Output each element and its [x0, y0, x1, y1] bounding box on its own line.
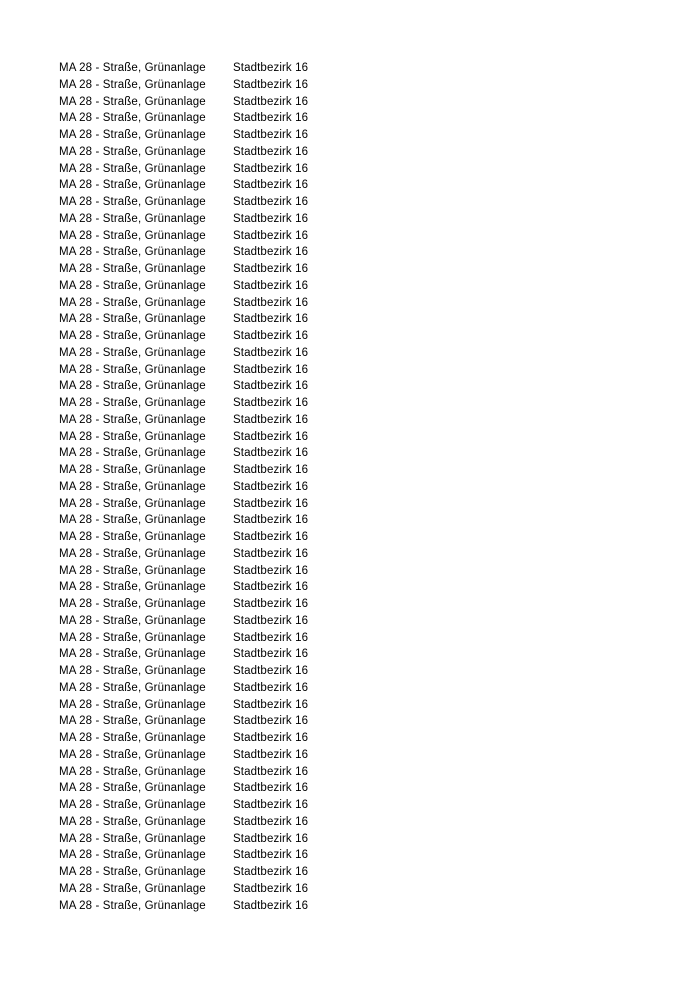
row-district: Stadtbezirk 16 [233, 212, 309, 225]
row-district: Stadtbezirk 16 [233, 363, 309, 376]
row-district: Stadtbezirk 16 [233, 129, 309, 141]
table-row [59, 797, 700, 814]
row-department: MA 28 - Straße, Grünanlage [59, 815, 206, 828]
row-department: MA 28 - Straße, Grünanlage [59, 782, 206, 795]
row-district: Stadtbezirk 16 [233, 547, 309, 560]
row-district: Stadtbezirk 16 [233, 112, 309, 125]
row-district: Stadtbezirk 16 [233, 866, 309, 878]
table-row [59, 94, 700, 111]
row-department: MA 28 - Straße, Grünanlage [59, 631, 206, 644]
row-department: MA 28 - Straße, Grünanlage [59, 162, 206, 175]
row-district: Stadtbezirk 16 [233, 296, 309, 309]
row-district: Stadtbezirk 16 [233, 162, 309, 175]
row-district: Stadtbezirk 16 [233, 782, 309, 795]
table-row [59, 713, 700, 730]
row-district: Stadtbezirk 16 [233, 631, 309, 644]
row-department: MA 28 - Straße, Grünanlage [59, 279, 206, 292]
row-department: MA 28 - Straße, Grünanlage [59, 681, 206, 694]
row-district: Stadtbezirk 16 [233, 279, 309, 292]
row-department: MA 28 - Straße, Grünanlage [59, 212, 206, 225]
row-department: MA 28 - Straße, Grünanlage [59, 732, 206, 744]
table-row [59, 110, 700, 127]
row-department: MA 28 - Straße, Grünanlage [59, 196, 206, 208]
table-row [59, 780, 700, 797]
row-department: MA 28 - Straße, Grünanlage [59, 346, 206, 359]
row-district: Stadtbezirk 16 [233, 62, 309, 74]
row-department: MA 28 - Straße, Grünanlage [59, 480, 206, 493]
table-row [59, 429, 700, 446]
table-row [59, 161, 700, 178]
table-row [59, 630, 700, 647]
row-department: MA 28 - Straße, Grünanlage [59, 665, 206, 677]
row-department: MA 28 - Straße, Grünanlage [59, 882, 206, 895]
table-row [59, 378, 700, 395]
row-department: MA 28 - Straße, Grünanlage [59, 62, 206, 74]
row-department: MA 28 - Straße, Grünanlage [59, 95, 206, 108]
row-department: MA 28 - Straße, Grünanlage [59, 413, 206, 426]
row-department: MA 28 - Straße, Grünanlage [59, 246, 206, 259]
table-row [59, 697, 700, 714]
row-district: Stadtbezirk 16 [233, 514, 309, 527]
table-row [59, 328, 700, 345]
row-department: MA 28 - Straße, Grünanlage [59, 598, 206, 610]
row-district: Stadtbezirk 16 [233, 614, 309, 627]
row-district: Stadtbezirk 16 [233, 229, 309, 242]
row-district: Stadtbezirk 16 [233, 581, 309, 594]
row-department: MA 28 - Straße, Grünanlage [59, 430, 206, 443]
table-row [59, 311, 700, 328]
table-row [59, 847, 700, 864]
row-district: Stadtbezirk 16 [233, 413, 309, 426]
row-department: MA 28 - Straße, Grünanlage [59, 397, 206, 409]
row-department: MA 28 - Straße, Grünanlage [59, 263, 206, 275]
row-department: MA 28 - Straße, Grünanlage [59, 514, 206, 527]
row-district: Stadtbezirk 16 [233, 531, 309, 543]
row-department: MA 28 - Straße, Grünanlage [59, 849, 206, 862]
table-row [59, 546, 700, 563]
table-row [59, 613, 700, 630]
table-row [59, 127, 700, 144]
row-district: Stadtbezirk 16 [233, 78, 309, 91]
row-district: Stadtbezirk 16 [233, 815, 309, 828]
table-row [59, 881, 700, 898]
table-row [59, 60, 700, 77]
table-row [59, 764, 700, 781]
row-district: Stadtbezirk 16 [233, 748, 309, 761]
row-district: Stadtbezirk 16 [233, 799, 309, 811]
row-district: Stadtbezirk 16 [233, 196, 309, 208]
table-row [59, 395, 700, 412]
row-district: Stadtbezirk 16 [233, 715, 309, 728]
table-row [59, 496, 700, 513]
row-department: MA 28 - Straße, Grünanlage [59, 547, 206, 560]
row-district: Stadtbezirk 16 [233, 380, 309, 393]
table-row [59, 579, 700, 596]
row-department: MA 28 - Straße, Grünanlage [59, 380, 206, 393]
row-department: MA 28 - Straße, Grünanlage [59, 447, 206, 460]
row-department: MA 28 - Straße, Grünanlage [59, 748, 206, 761]
table-row [59, 596, 700, 613]
row-department: MA 28 - Straße, Grünanlage [59, 581, 206, 594]
table-row [59, 144, 700, 161]
row-department: MA 28 - Straße, Grünanlage [59, 531, 206, 543]
table-row [59, 563, 700, 580]
table-row [59, 177, 700, 194]
table-row [59, 831, 700, 848]
row-department: MA 28 - Straße, Grünanlage [59, 330, 206, 342]
row-district: Stadtbezirk 16 [233, 899, 309, 912]
row-district: Stadtbezirk 16 [233, 397, 309, 409]
row-district: Stadtbezirk 16 [233, 464, 309, 476]
row-district: Stadtbezirk 16 [233, 832, 309, 845]
row-district: Stadtbezirk 16 [233, 246, 309, 259]
row-district: Stadtbezirk 16 [233, 330, 309, 342]
table-row [59, 663, 700, 680]
table-row [59, 445, 700, 462]
table-row [59, 228, 700, 245]
row-department: MA 28 - Straße, Grünanlage [59, 112, 206, 125]
row-district: Stadtbezirk 16 [233, 849, 309, 862]
row-district: Stadtbezirk 16 [233, 765, 309, 778]
row-district: Stadtbezirk 16 [233, 698, 309, 711]
row-district: Stadtbezirk 16 [233, 648, 309, 661]
row-district: Stadtbezirk 16 [233, 145, 309, 158]
table-row [59, 680, 700, 697]
table-row [59, 345, 700, 362]
row-department: MA 28 - Straße, Grünanlage [59, 229, 206, 242]
table-row [59, 646, 700, 663]
row-district: Stadtbezirk 16 [233, 430, 309, 443]
record-list [59, 60, 700, 914]
row-department: MA 28 - Straße, Grünanlage [59, 313, 206, 326]
row-department: MA 28 - Straße, Grünanlage [59, 363, 206, 376]
table-row [59, 278, 700, 295]
row-district: Stadtbezirk 16 [233, 598, 309, 610]
table-row [59, 77, 700, 94]
row-district: Stadtbezirk 16 [233, 179, 309, 192]
table-row [59, 462, 700, 479]
row-department: MA 28 - Straße, Grünanlage [59, 129, 206, 141]
table-row [59, 529, 700, 546]
row-district: Stadtbezirk 16 [233, 497, 309, 510]
row-district: Stadtbezirk 16 [233, 732, 309, 744]
row-department: MA 28 - Straße, Grünanlage [59, 698, 206, 711]
row-department: MA 28 - Straße, Grünanlage [59, 179, 206, 192]
row-department: MA 28 - Straße, Grünanlage [59, 866, 206, 878]
table-row [59, 479, 700, 496]
row-district: Stadtbezirk 16 [233, 681, 309, 694]
table-row [59, 295, 700, 312]
row-department: MA 28 - Straße, Grünanlage [59, 564, 206, 577]
row-department: MA 28 - Straße, Grünanlage [59, 78, 206, 91]
row-department: MA 28 - Straße, Grünanlage [59, 765, 206, 778]
row-district: Stadtbezirk 16 [233, 882, 309, 895]
table-row [59, 512, 700, 529]
row-department: MA 28 - Straße, Grünanlage [59, 497, 206, 510]
row-district: Stadtbezirk 16 [233, 313, 309, 326]
table-row [59, 244, 700, 261]
row-department: MA 28 - Straße, Grünanlage [59, 464, 206, 476]
row-district: Stadtbezirk 16 [233, 480, 309, 493]
row-department: MA 28 - Straße, Grünanlage [59, 648, 206, 661]
table-row [59, 814, 700, 831]
row-department: MA 28 - Straße, Grünanlage [59, 799, 206, 811]
table-row [59, 864, 700, 881]
table-row [59, 362, 700, 379]
row-department: MA 28 - Straße, Grünanlage [59, 715, 206, 728]
table-row [59, 412, 700, 429]
row-district: Stadtbezirk 16 [233, 263, 309, 275]
row-district: Stadtbezirk 16 [233, 665, 309, 677]
table-row [59, 211, 700, 228]
row-department: MA 28 - Straße, Grünanlage [59, 899, 206, 912]
table-row [59, 730, 700, 747]
table-row [59, 898, 700, 915]
row-department: MA 28 - Straße, Grünanlage [59, 832, 206, 845]
row-department: MA 28 - Straße, Grünanlage [59, 296, 206, 309]
table-row [59, 261, 700, 278]
row-department: MA 28 - Straße, Grünanlage [59, 145, 206, 158]
row-district: Stadtbezirk 16 [233, 447, 309, 460]
table-row [59, 194, 700, 211]
row-department: MA 28 - Straße, Grünanlage [59, 614, 206, 627]
row-district: Stadtbezirk 16 [233, 564, 309, 577]
row-district: Stadtbezirk 16 [233, 95, 309, 108]
row-district: Stadtbezirk 16 [233, 346, 309, 359]
table-row [59, 747, 700, 764]
